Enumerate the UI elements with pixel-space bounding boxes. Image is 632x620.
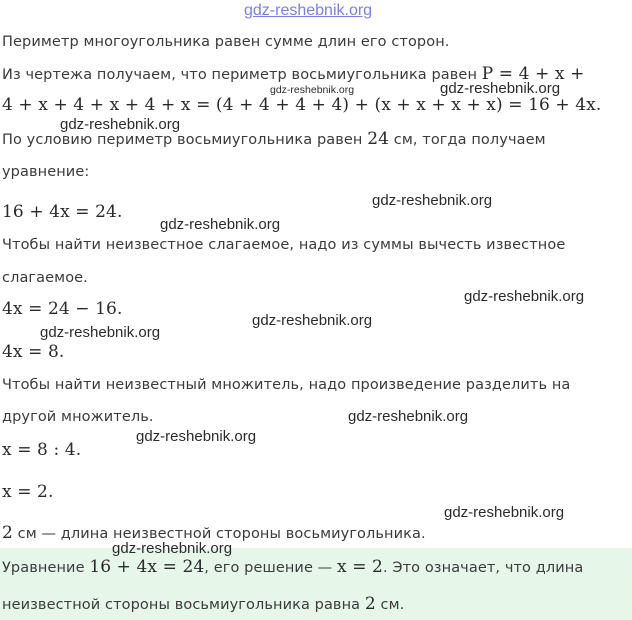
watermark-top-link[interactable]: gdz-reshebnik.org xyxy=(244,2,373,19)
formula-equation: 16 + 4x = 24. xyxy=(2,202,123,222)
formula-step-2: 4x = 8. xyxy=(2,342,65,362)
answer-line-2: неизвестной стороны восьмиугольника равна 2 см. xyxy=(2,594,405,614)
formula-step-1: 4x = 24 − 16. xyxy=(2,299,123,319)
watermark: gdz-reshebnik.org xyxy=(270,84,355,96)
watermark: gdz-reshebnik.org xyxy=(464,288,585,305)
watermark: gdz-reshebnik.org xyxy=(444,504,565,521)
formula-perimeter-sum: 4 + x + 4 + x + 4 + x = (4 + 4 + 4 + 4) + (x + x + x + x) = 16 + 4x. xyxy=(2,95,602,115)
watermark: gdz-reshebnik.org xyxy=(252,312,373,329)
watermark: gdz-reshebnik.org xyxy=(40,324,161,341)
watermark: gdz-reshebnik.org xyxy=(348,408,469,425)
answer-line-1: Уравнение 16 + 4x = 24, его решение — x = 2. Это означает, что длина xyxy=(2,557,584,577)
text-line-7: Чтобы найти неизвестное слагаемое, надо из суммы вычесть известное xyxy=(2,237,566,253)
formula-perimeter-start: P = 4 + x + xyxy=(481,64,585,84)
text-line-2: Из чертежа получаем, что периметр восьмиугольника равен P = 4 + x + xyxy=(2,64,585,84)
watermark: gdz-reshebnik.org xyxy=(160,216,281,233)
watermark: gdz-reshebnik.org xyxy=(440,80,561,97)
text-line-11: Чтобы найти неизвестный множитель, надо произведение разделить на xyxy=(2,377,571,393)
formula-result: x = 2. xyxy=(2,482,54,502)
formula-step-3: x = 8 : 4. xyxy=(2,440,82,460)
watermark: gdz-reshebnik.org xyxy=(372,192,493,209)
watermark: gdz-reshebnik.org xyxy=(112,540,233,557)
text-line-12: другой множитель. xyxy=(2,409,154,425)
watermark: gdz-reshebnik.org xyxy=(60,116,181,133)
text-line-15: 2 см — длина неизвестной стороны восьмиугольника. xyxy=(2,523,426,543)
watermark: gdz-reshebnik.org xyxy=(136,428,257,445)
text-line-8: слагаемое. xyxy=(2,270,88,286)
text-line-5: уравнение: xyxy=(2,164,90,180)
text-line-4: По условию периметр восьмиугольника равен 24 см, тогда получаем xyxy=(2,129,546,149)
text-line-1: Периметр многоугольника равен сумме длин его сторон. xyxy=(2,34,450,50)
